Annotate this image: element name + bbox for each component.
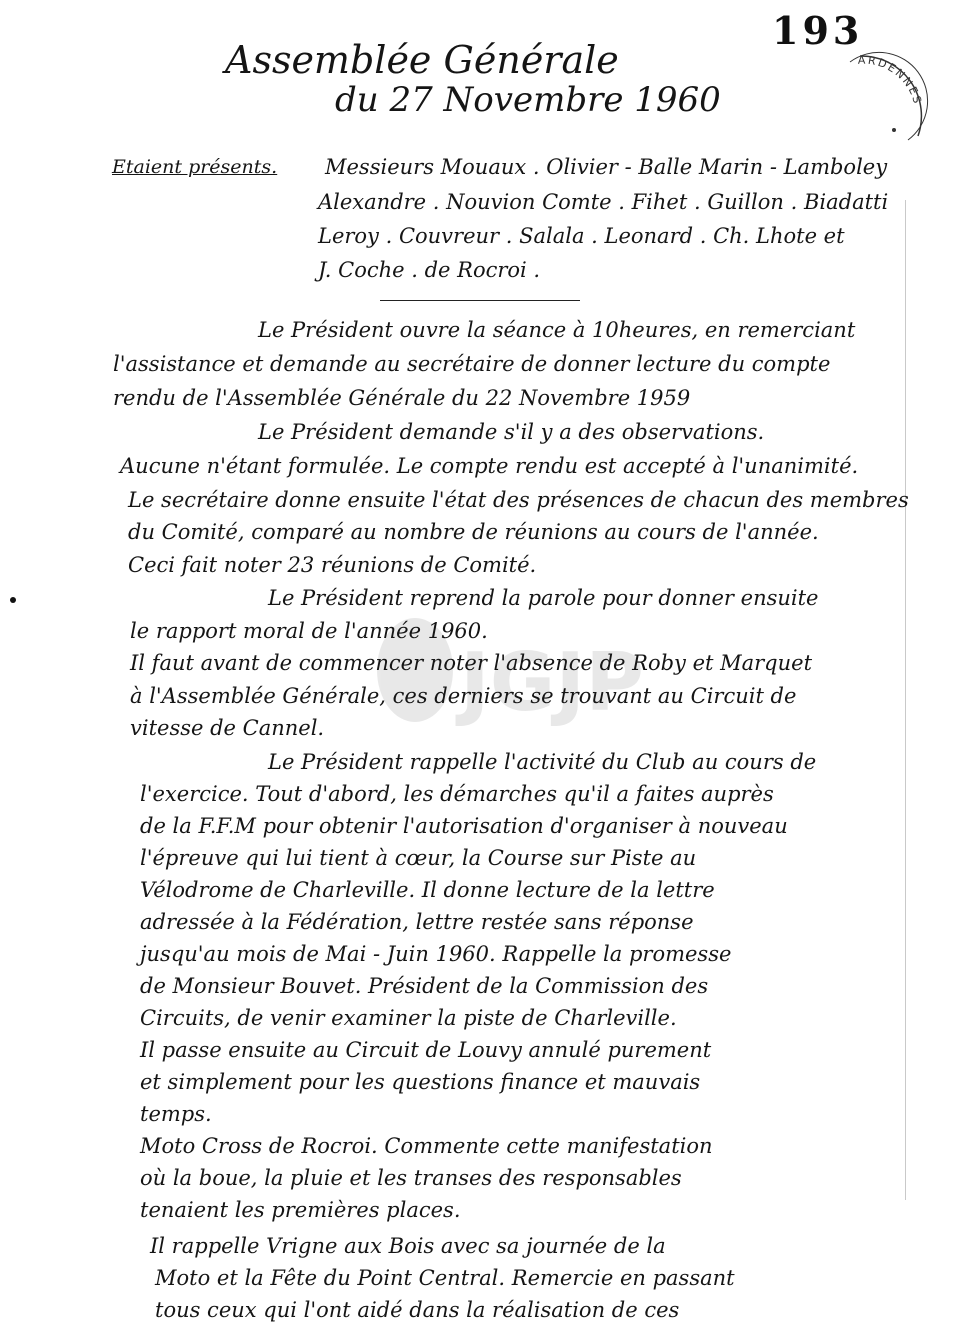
- title-line-2: du 27 Novembre 1960: [335, 80, 721, 120]
- body-line: Le Président demande s'il y a des observations.: [258, 420, 765, 444]
- attendance-label: Etaient présents.: [112, 156, 278, 178]
- body-line: jusqu'au mois de Mai - Juin 1960. Rappelle la promesse: [140, 942, 732, 966]
- svg-text:ARDENNES: [858, 54, 925, 107]
- body-line: Le secrétaire donne ensuite l'état des présences de chacun des membres: [128, 488, 909, 512]
- body-line: Ceci fait noter 23 réunions de Comité.: [128, 553, 537, 577]
- body-line: Moto et la Fête du Point Central. Remercie en passant: [155, 1266, 735, 1290]
- body-line: à l'Assemblée Générale, ces derniers se trouvant au Circuit de: [130, 684, 797, 708]
- watermark-text: JGJP: [460, 636, 644, 729]
- margin-mark: [10, 597, 16, 603]
- body-line: Il passe ensuite au Circuit de Louvy annulé purement: [140, 1038, 712, 1062]
- body-line: vitesse de Cannel.: [130, 716, 325, 740]
- body-line: de Monsieur Bouvet. Président de la Commission des: [140, 974, 709, 998]
- body-line: tenaient les premières places.: [140, 1198, 461, 1222]
- body-line: Le Président reprend la parole pour donner ensuite: [268, 586, 819, 610]
- stamp-text: ARDENNES: [857, 53, 925, 107]
- attendee-line: Messieurs Mouaux . Olivier - Balle Marin - Lamboley: [325, 155, 888, 179]
- body-line: Le Président ouvre la séance à 10heures, en remerciant: [258, 318, 856, 342]
- body-line: rendu de l'Assemblée Générale du 22 Novembre 1959: [113, 386, 691, 410]
- separator-rule: [380, 300, 580, 301]
- body-line: Moto Cross de Rocroi. Commente cette manifestation: [140, 1134, 713, 1158]
- attendee-line: Leroy . Couvreur . Salala . Leonard . Ch. Lhote et: [318, 224, 845, 248]
- body-line: du Comité, comparé au nombre de réunions au cours de l'année.: [128, 520, 819, 544]
- archive-stamp: [820, 48, 930, 158]
- body-line: Aucune n'étant formulée. Le compte rendu est accepté à l'unanimité.: [120, 454, 859, 478]
- body-line: le rapport moral de l'année 1960.: [130, 619, 488, 643]
- page-edge: [905, 200, 906, 1200]
- body-line: Vélodrome de Charleville. Il donne lecture de la lettre: [140, 878, 715, 902]
- body-line: l'assistance et demande au secrétaire de donner lecture du compte: [113, 352, 831, 376]
- body-line: Le Président rappelle l'activité du Club au cours de: [268, 750, 817, 774]
- body-line: de la F.F.M pour obtenir l'autorisation d'organiser à nouveau: [140, 814, 788, 838]
- body-line: adressée à la Fédération, lettre restée sans réponse: [140, 910, 694, 934]
- body-line: l'épreuve qui lui tient à cœur, la Course sur Piste au: [140, 846, 697, 870]
- body-line: et simplement pour les questions finance et mauvais: [140, 1070, 701, 1094]
- attendee-line: J. Coche . de Rocroi .: [318, 258, 541, 282]
- attendee-line: Alexandre . Nouvion Comte . Fihet . Guillon . Biadatti: [318, 190, 889, 214]
- page-number: 193: [772, 8, 864, 53]
- body-line: Il faut avant de commencer noter l'absence de Roby et Marquet: [130, 651, 813, 675]
- body-line: où la boue, la pluie et les transes des responsables: [140, 1166, 682, 1190]
- body-line: Il rappelle Vrigne aux Bois avec sa journée de la: [150, 1234, 666, 1258]
- body-line: Circuits, de venir examiner la piste de Charleville.: [140, 1006, 677, 1030]
- body-line: l'exercice. Tout d'abord, les démarches qu'il a faites auprès: [140, 782, 774, 806]
- body-line: temps.: [140, 1102, 212, 1126]
- title-line-1: Assemblée Générale: [225, 38, 619, 82]
- body-line: tous ceux qui l'ont aidé dans la réalisation de ces: [155, 1298, 680, 1322]
